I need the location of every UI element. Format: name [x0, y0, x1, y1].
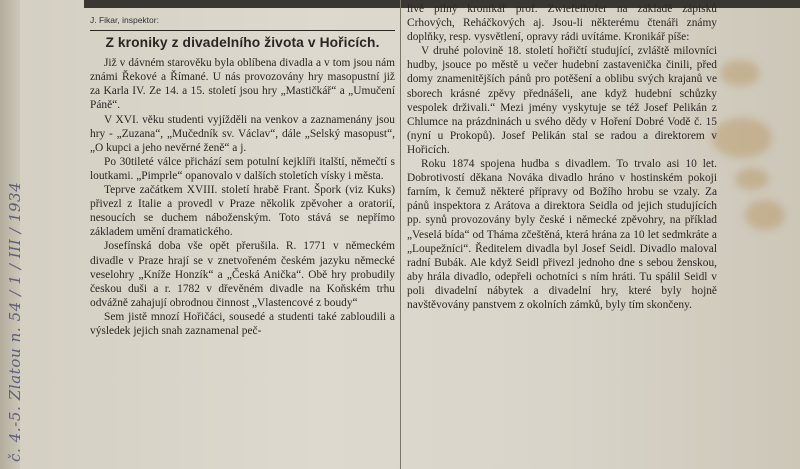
stain-mark [720, 60, 760, 86]
paragraph: livě pilný kronikář prof. Zwiefelhofer na základě zápisků Crhových, Reháčkových aj. Jsou-li některému čtenáři známy doplňky, resp. vysvětlení, opravy rádi uvítáme. Kronikář píše: [407, 3, 717, 44]
paragraph: Sem jistě mnozí Hořičáci, sousedé a studenti také zabloudili a výsledek jejich snah zaznamenal peč- [90, 310, 395, 337]
paragraph: V druhé polovině 18. století hořičtí studující, zvláště milovníci hudby, jsouce po městě u večer hudební zastavenička činili, před domy znamenitějších pánů pro potěšení a oblibu svých krajanů ve sborech krásné zpěvy přednášeli, ane když hudební schůzky vespolek drživali.“ Mezi jmény vyskytuje se též Josef Pelikán z Chlumce na prázdninách u svého dědy v Hoření Dobré Vodě č. 15 (nyní u Prokopů). Josef Pelikán stal se radou a direktorem v Hořicích. [407, 45, 717, 156]
stain-mark [735, 168, 769, 190]
paragraph: Již v dávném starověku byla oblíbena divadla a v tom jsou nám známi Řekové a Římané. U nás provozovány hry masopustní již za Karla IV. Ze 14. a 15. století jsou hry „Mastičkář“ a „Umučení Páně“. [90, 57, 395, 112]
article-title: Z kroniky z divadelního života v Hořicích. [105, 35, 380, 51]
article-byline: J. Fikar, inspektor: [90, 13, 395, 31]
handwritten-margin-note: č. 4.-5. Zlatou n. 54 / 1 / III / 1934 [6, 181, 24, 462]
paragraph: Po 30tileté válce přichází sem potulní kejklíři italští, němečtí s loutkami. „Pimprle“ opanovalo v dalších stoletích vísky i města. [90, 155, 395, 182]
column-divider [400, 0, 401, 469]
paragraph: Teprve začátkem XVIII. století hrabě Frant. Špork (viz Kuks) přivezl z Italie a provedl v Praze několik zpěvoher a oratorií, nesoucích se duchem náboženským. Toto stává se nepřímo základem umění dramatického. [90, 184, 395, 239]
paragraph: V XVI. věku studenti vyjížděli na venkov a zaznamenány jsou hry - „Zuzana“, „Mučedník sv. Václav“, dále „Selský masopust“, „O kupci a jeho nevěrné ženě“ a j. [90, 113, 395, 154]
stain-mark [712, 118, 772, 158]
paragraph: Josefínská doba vše opět přerušila. R. 1771 v německém divadle v Praze hrají se v znetvořeném českém jazyku německé veselohry „Kníže Honzík“ a „Česká Anička“. Obě hry probudily českou duši a r. 1782 v dřevěném divadle na Koňském trhu odvážně zahajují obrodnou činnost „Vlastencové z boudy“ [90, 240, 395, 309]
paragraph: Roku 1874 spojena hudba s divadlem. To trvalo asi 10 let. Dobrotivostí děkana Nováka divadlo hráno v hostinském pokoji farním, k čemuž některé přípravy od Božího hrobu se vzaly. Za pánů inspektora z Arátova a direktora Seidla od jejich studujících pp. synů provozovány byly české i německé zpěvohry, na příklad „Veselá bída“ od Tháma zčeštěná, která hrána za 10 let sedmkráte a „Loupežníci“. Ředitelem divadla byl Josef Seidl. Divadlo maloval radní Bubák. Ale když Seidl přivezl jednoho dne s sebou ženskou, aby hrála divadlo, odepřeli ochotníci s ním hráti. Tu spálil Seidl v poli divadelní nábytek a divadelní hry, které byly hojně navštěvovány panstvem z okolních zámků, byly tím skončeny. [407, 158, 717, 311]
stain-mark [745, 200, 785, 230]
right-column [407, 0, 717, 312]
left-column [90, 0, 395, 338]
